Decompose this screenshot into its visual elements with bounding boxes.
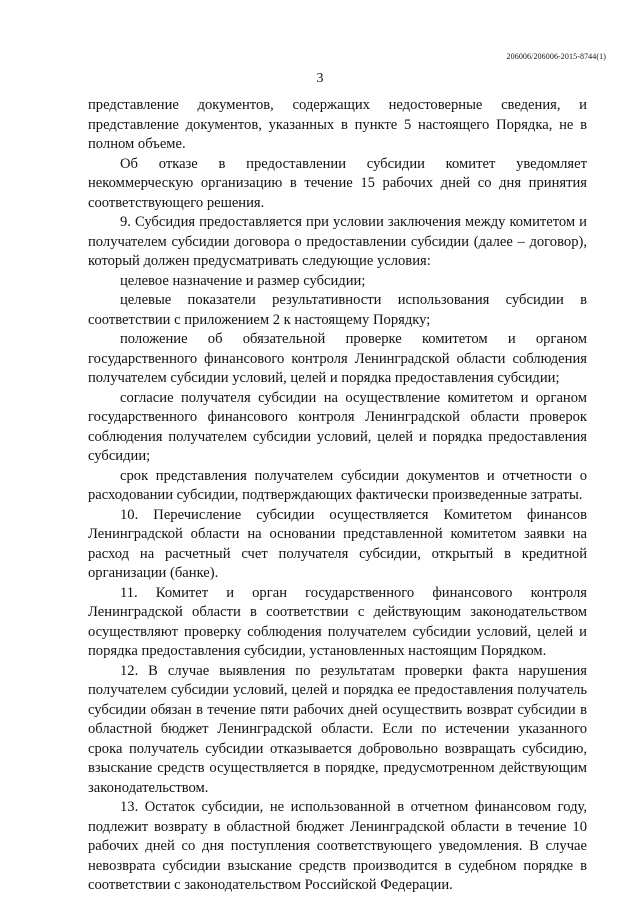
paragraph-item-12: 12. В случае выявления по результатам проверки факта нарушения получателем субсидии условий, целей и порядка ее предоставления получатель субсидии обязан в течение пяти рабочих дней осуществить возврат субсидии в областной бюджет Ленинградской области. Если по истечении указанного срока получатель субсидии отказывается добровольно возвращать субсидию, взыскание средств осуществляется в порядке, предусмотренном действующим законодательством. <box>88 662 587 796</box>
page-number: 3 <box>316 71 324 86</box>
paragraph-refusal-notice: Об отказе в предоставлении субсидии комитет уведомляет некоммерческую организацию в течение 15 рабочих дней со дня принятия соответствующего решения. <box>88 155 587 211</box>
document-code: 206006/206006-2015-8744(1) <box>506 52 606 61</box>
paragraph-item-10: 10. Перечисление субсидии осуществляется Комитетом финансов Ленинградской области на основании представленной комитетом заявки на расход на расчетный счет получателя субсидии, открытый в кредитной организации (банке). <box>88 506 587 581</box>
paragraph-item-13: 13. Остаток субсидии, не использованной в отчетном финансовом году, подлежит возврату в областной бюджет Ленинградской области в течение 10 рабочих дней со дня поступления соответствующего уведомления. В случае невозврата субсидии взыскание средств производится в судебном порядке в соответствии с законодательством Российской Федерации. <box>88 799 587 893</box>
paragraph-condition-indicators: целевые показатели результативности использования субсидии в соответствии с приложением 2 к настоящему Порядку; <box>88 292 587 328</box>
paragraph-condition-purpose: целевое назначение и размер субсидии; <box>120 272 366 289</box>
paragraph-item-9: 9. Субсидия предоставляется при условии заключения между комитетом и получателем субсидии договора о предоставлении субсидии (далее – договор), который должен предусматривать следующие условия: <box>88 214 587 269</box>
paragraph-continuation: представление документов, содержащих недостоверные сведения, и представление документов, указанных в пункте 5 настоящего Порядка, не в полном объеме. <box>88 97 587 152</box>
document-body <box>88 96 587 896</box>
paragraph-item-11: 11. Комитет и орган государственного финансового контроля Ленинградской области в соответствии с действующим законодательством осуществляют проверку соблюдения получателем субсидии условий, целей и порядка предоставления субсидии, установленных настоящим Порядком. <box>88 584 587 659</box>
paragraph-condition-consent: согласие получателя субсидии на осуществление комитетом и органом государственного финансового контроля Ленинградской области проверок соблюдения получателем субсидии условий, целей и порядка предоставления субсидии; <box>88 389 587 464</box>
paragraph-condition-reporting: срок представления получателем субсидии документов и отчетности о расходовании субсидии, подтверждающих фактически произведенные затраты. <box>88 467 587 503</box>
paragraph-condition-inspection: положение об обязательной проверке комитетом и органом государственного финансового контроля Ленинградской области соблюдения получателем субсидии условий, целей и порядка предоставления субсидии; <box>88 331 587 386</box>
